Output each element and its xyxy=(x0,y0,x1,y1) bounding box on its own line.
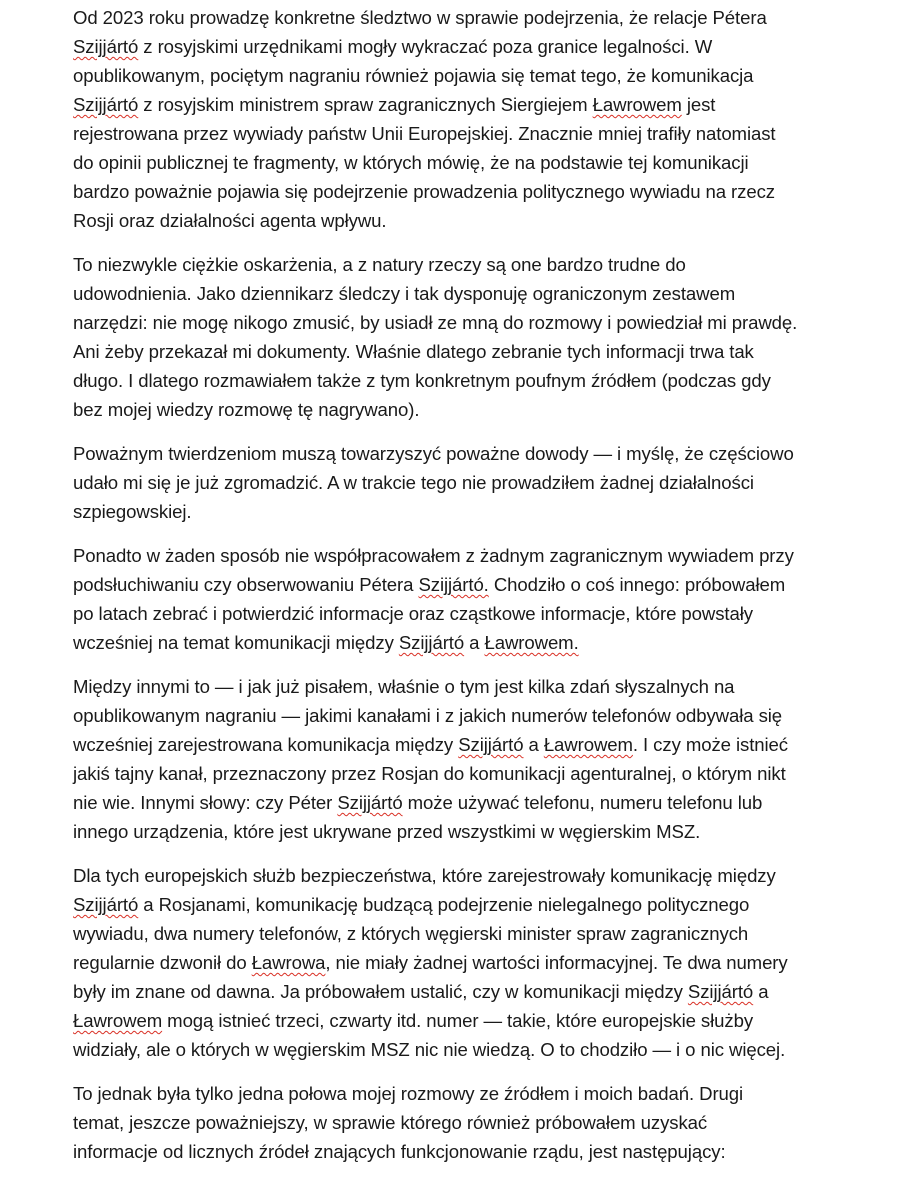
text-run: wcześniej na temat komunikacji między xyxy=(73,632,399,653)
text-line xyxy=(73,701,859,730)
text-run: regularnie dzwonił do xyxy=(73,952,252,973)
text-line xyxy=(73,948,859,977)
text-run: długo. I dlatego rozmawiałem także z tym konkretnym poufnym źródłem (podczas gdy xyxy=(73,370,771,391)
text-line xyxy=(73,1108,859,1137)
text-run: Poważnym twierdzeniom muszą towarzyszyć poważne dowody — i myślę, że częściowo xyxy=(73,443,794,464)
spellcheck-flagged-word: Szijjártó xyxy=(687,981,754,1002)
text-run: po latach zebrać i potwierdzić informacje oraz cząstkowe informacje, które powstały xyxy=(73,603,753,624)
text-run: rejestrowana przez wywiady państw Unii Europejskiej. Znacznie mniej trafiły natomiast xyxy=(73,123,776,144)
text-run: Dla tych europejskich służb bezpieczeństwa, które zarejestrowały komunikację między xyxy=(73,865,776,886)
text-run: nie wie. Innymi słowy: czy Péter xyxy=(73,792,338,813)
text-run: , nie miały żadnej wartości informacyjnej. Te dwa numery xyxy=(325,952,788,973)
text-line xyxy=(73,279,859,308)
spellcheck-flagged-word: Ławrowem xyxy=(73,1010,163,1031)
text-run: Rosji oraz działalności agenta wpływu. xyxy=(73,210,387,231)
text-line xyxy=(73,672,859,701)
spellcheck-flagged-word: Szijjártó xyxy=(73,894,139,915)
text-run: z rosyjskim ministrem spraw zagranicznych Siergiejem xyxy=(138,94,593,115)
spellcheck-flagged-word: Ławrowem. xyxy=(484,632,579,653)
text-line xyxy=(73,730,859,759)
text-line xyxy=(73,308,859,337)
text-run: do opinii publicznej te fragmenty, w których mówię, że na podstawie tej komunikacji xyxy=(73,152,749,173)
text-run: jakiś tajny kanał, przeznaczony przez Rosjan do komunikacji agenturalnej, o którym nikt xyxy=(73,763,786,784)
text-run: To niezwykle ciężkie oskarżenia, a z natury rzeczy są one bardzo trudne do xyxy=(73,254,686,275)
text-run: Od 2023 roku prowadzę konkretne śledztwo w sprawie podejrzenia, że relacje Pétera xyxy=(73,7,767,28)
text-line xyxy=(73,3,859,32)
text-run: Ani żeby przekazał mi dokumenty. Właśnie dlatego zebranie tych informacji trwa tak xyxy=(73,341,754,362)
spellcheck-flagged-word: Szijjártó xyxy=(458,734,524,755)
text-line xyxy=(73,32,859,61)
text-line xyxy=(73,439,859,468)
text-run: Ponadto w żaden sposób nie współpracowałem z żadnym zagranicznym wywiadem przy xyxy=(73,545,794,566)
text-run: widziały, ale o których w węgierskim MSZ nic nie wiedzą. O to chodziło — i o nic więcej. xyxy=(73,1039,786,1060)
paragraph xyxy=(73,3,859,235)
paragraph xyxy=(73,1079,859,1166)
paragraph xyxy=(73,439,859,526)
text-line xyxy=(73,599,859,628)
text-run: . I czy może istnieć xyxy=(632,734,788,755)
text-run: z rosyjskimi urzędnikami mogły wykraczać poza granice legalności. W xyxy=(138,36,713,57)
text-line xyxy=(73,1137,859,1166)
text-line xyxy=(73,468,859,497)
text-line xyxy=(73,497,859,526)
text-run: bardzo poważnie pojawia się podejrzenie prowadzenia politycznego wywiadu na rzecz xyxy=(73,181,775,202)
text-run: opublikowanym, pociętym nagraniu również pojawia się temat tego, że komunikacja xyxy=(73,65,754,86)
text-run: wywiadu, dwa numery telefonów, z których węgierski minister spraw zagranicznych xyxy=(73,923,749,944)
text-run: podsłuchiwaniu czy obserwowaniu Pétera xyxy=(73,574,419,595)
text-line xyxy=(73,1035,859,1064)
text-line xyxy=(73,628,859,657)
text-line xyxy=(73,395,859,424)
paragraph xyxy=(73,541,859,657)
text-run: wcześniej zarejestrowana komunikacja między xyxy=(73,734,459,755)
text-line xyxy=(73,861,859,890)
spellcheck-flagged-word: Ławrowem xyxy=(592,94,682,115)
text-run: a xyxy=(523,734,544,755)
text-run: mogą istnieć trzeci, czwarty itd. numer — takie, które europejskie służby xyxy=(162,1010,754,1031)
text-line xyxy=(73,148,859,177)
text-run: bez mojej wiedzy rozmowę tę nagrywano). xyxy=(73,399,420,420)
spellcheck-flagged-word: Szijjártó xyxy=(398,632,465,653)
text-line xyxy=(73,366,859,395)
text-line xyxy=(73,919,859,948)
spellcheck-flagged-word: Szijjártó xyxy=(73,36,139,57)
text-run: a xyxy=(753,981,769,1002)
text-line xyxy=(73,206,859,235)
paragraph xyxy=(73,861,859,1064)
text-run: innego urządzenia, które jest ukrywane przed wszystkimi w węgierskim MSZ. xyxy=(73,821,701,842)
text-line xyxy=(73,890,859,919)
spellcheck-flagged-word: Ławrowem xyxy=(543,734,633,755)
spellcheck-flagged-word: Szijjártó. xyxy=(418,574,489,595)
paragraph xyxy=(73,250,859,424)
text-line xyxy=(73,541,859,570)
text-run: szpiegowskiej. xyxy=(73,501,192,522)
text-run: To jednak była tylko jedna połowa mojej rozmowy ze źródłem i moich badań. Drugi xyxy=(73,1083,744,1104)
text-run: udało mi się je już zgromadzić. A w trakcie tego nie prowadziłem żadnej działalności xyxy=(73,472,754,493)
text-run: Między innymi to — i jak już pisałem, właśnie o tym jest kilka zdań słyszalnych na xyxy=(73,676,735,697)
text-line xyxy=(73,177,859,206)
text-line xyxy=(73,759,859,788)
text-run: jest xyxy=(681,94,716,115)
text-line xyxy=(73,337,859,366)
text-run: informacje od licznych źródeł znających funkcjonowanie rządu, jest następujący: xyxy=(73,1141,726,1162)
text-line xyxy=(73,817,859,846)
text-line xyxy=(73,61,859,90)
text-line xyxy=(73,1006,859,1035)
text-line xyxy=(73,1079,859,1108)
text-line xyxy=(73,250,859,279)
text-run: narzędzi: nie mogę nikogo zmusić, by usiadł ze mną do rozmowy i powiedział mi prawdę. xyxy=(73,312,798,333)
text-run: Chodziło o coś innego: próbowałem xyxy=(488,574,786,595)
text-line xyxy=(73,90,859,119)
text-run: temat, jeszcze poważniejszy, w sprawie którego również próbowałem uzyskać xyxy=(73,1112,708,1133)
text-line xyxy=(73,119,859,148)
text-line xyxy=(73,788,859,817)
text-line xyxy=(73,570,859,599)
spellcheck-flagged-word: Ławrowa xyxy=(251,952,326,973)
spellcheck-flagged-word: Szijjártó xyxy=(73,94,139,115)
paragraph xyxy=(73,672,859,846)
spellcheck-flagged-word: Szijjártó xyxy=(337,792,403,813)
text-run: może używać telefonu, numeru telefonu lub xyxy=(402,792,763,813)
text-line xyxy=(73,977,859,1006)
text-run: a xyxy=(464,632,485,653)
text-run: udowodnienia. Jako dziennikarz śledczy i tak dysponuję ograniczonym zestawem xyxy=(73,283,736,304)
text-run: a Rosjanami, komunikację budzącą podejrzenie nielegalnego politycznego xyxy=(138,894,750,915)
text-run: opublikowanym nagraniu — jakimi kanałami i z jakich numerów telefonów odbywała się xyxy=(73,705,783,726)
text-run: były im znane od dawna. Ja próbowałem ustalić, czy w komunikacji między xyxy=(73,981,688,1002)
